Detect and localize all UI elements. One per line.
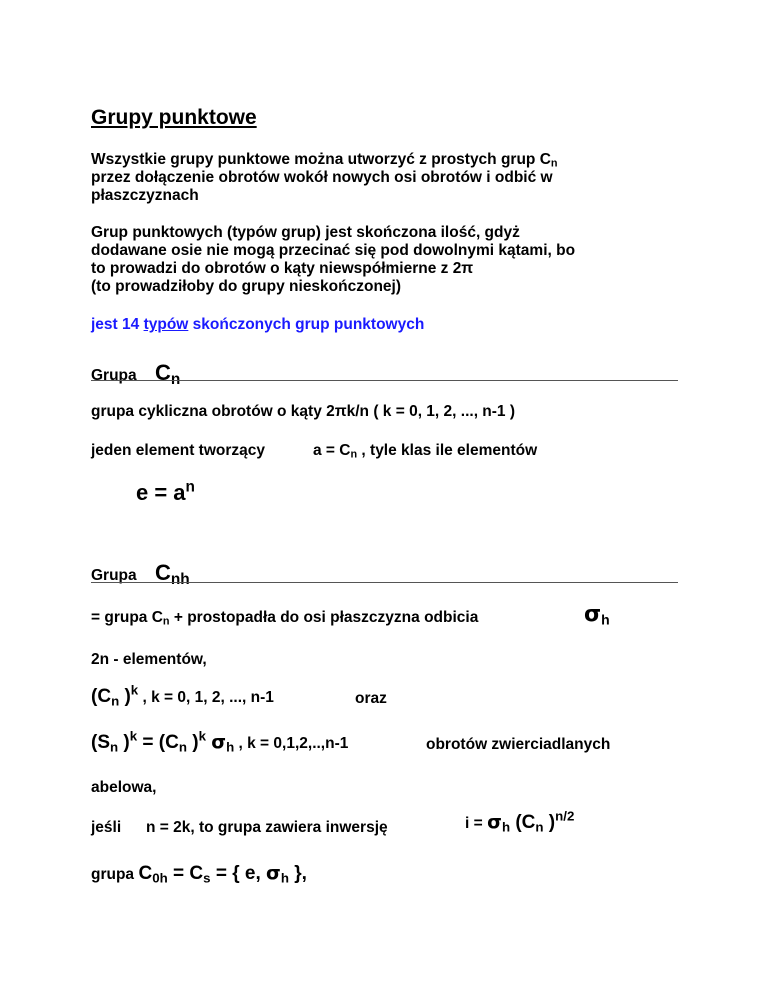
cnh-inversion-condition: n = 2k, to grupa zawiera inwersję — [146, 819, 388, 836]
cnh-oraz: oraz — [355, 690, 387, 707]
cn-formula: $e = a^n$ — [136, 478, 195, 505]
cnh-divider — [91, 582, 678, 583]
inversion-formula: $i = \sigma_h$ ($C_n$ )$^{n/2}$ — [465, 808, 575, 835]
cnh-rotations-formula: ($C_n$ )$^k$ , k = 0, 1, 2, ..., n-1 — [91, 682, 274, 709]
cnh-if-label: jeśli — [91, 819, 122, 836]
types-link[interactable]: typów — [143, 316, 189, 333]
cn-heading: Grupa $C_n$ — [91, 360, 181, 388]
cn-divider — [91, 380, 678, 381]
cnh-heading: Grupa $C_{nh}$ — [91, 560, 190, 588]
cnh-abelian: abelowa, — [91, 779, 157, 796]
cn-description: grupa cykliczna obrotów o kąty 2πk/n ( k = 0, 1, 2, ..., n-1 ) — [91, 403, 516, 420]
para2-line-3: to prowadzi do obrotów o kąty niewspółmierne z 2π — [91, 260, 474, 277]
c0h-definition: grupa $C_{0h} = C_s$ = { e, $\sigma_h$ }, — [91, 862, 307, 886]
cnh-element-count: 2n - elementów, — [91, 651, 207, 668]
cnh-improper-rotations-label: obrotów zwierciadlanych — [426, 736, 611, 753]
intro-line-3: płaszczyznach — [91, 187, 199, 204]
para2-line-4: (to prowadziłoby do grupy nieskończonej) — [91, 278, 402, 295]
cnh-description: = grupa $C_n$ + prostopadła do osi płaszczyzna odbicia — [91, 609, 479, 628]
cnh-improper-rotations-formula: ($S_n$ )$^k = (C_n$ )$^k$ $\sigma_h$ , k = 0,1,2,..,n-1 — [91, 728, 349, 755]
point-groups-count-line: jest 14 typów skończonych grup punktowych — [91, 316, 425, 333]
intro-line-2: przez dołączenie obrotów wokół nowych osi obrotów i odbić w — [91, 169, 553, 186]
page-title: Grupy punktowe — [91, 106, 257, 129]
sigma-h-symbol: $\sigma_h$ — [584, 602, 610, 628]
para2-line-2: dodawane osie nie mogą przecinać się pod dowolnymi kątami, bo — [91, 242, 576, 259]
cn-generator: $a = C_n$ , tyle klas ile elementów — [313, 442, 538, 461]
para2-line-1: Grup punktowych (typów grup) jest skończona ilość, gdyż — [91, 224, 520, 241]
cn-generator-label: jeden element tworzący — [91, 442, 266, 459]
intro-line-1: Wszystkie grupy punktowe można utworzyć z prostych grup $C_n$ — [91, 151, 558, 170]
